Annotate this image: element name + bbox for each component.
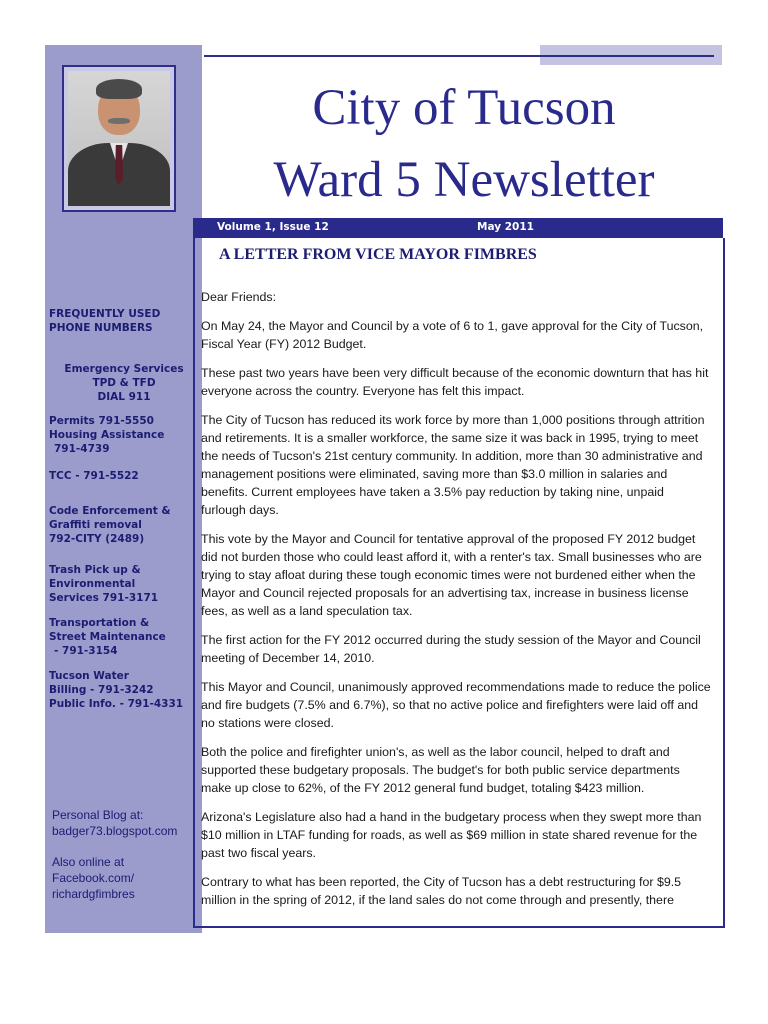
emergency-services: Emergency Services TPD & TFD DIAL 911 — [64, 363, 184, 403]
paragraph: Both the police and firefighter union's, as well as the labor council, helped to draft and supported these budgetary proposals. The budget's for both public service departments make up close to 62%, of the FY 2012 general fund budget, totaling $423 million. — [201, 745, 680, 795]
paragraph: Contrary to what has been reported, the City of Tucson has a debt restructuring for $9.5 million in the spring of 2012, if the land sales do not come through and presently, there — [201, 875, 682, 907]
issue-bar — [193, 218, 723, 238]
paragraph: On May 24, the Mayor and Council by a vote of 6 to 1, gave approval for the City of Tucson, Fiscal Year (FY) 2012 Budget. — [201, 319, 704, 351]
article-headline: A LETTER FROM VICE MAYOR FIMBRES — [219, 246, 537, 263]
blog-link[interactable]: badger73.blogspot.com — [52, 824, 178, 838]
paragraph: The first action for the FY 2012 occurred during the study session of the Mayor and Council meeting of December 14, 2010. — [201, 633, 701, 665]
personal-blog: Personal Blog at: badger73.blogspot.com — [52, 807, 200, 839]
article-body — [201, 288, 711, 920]
newsletter-title-line-1: City of Tucson — [312, 80, 616, 136]
facebook-link[interactable]: Facebook.com/ — [52, 871, 135, 885]
newsletter-title-line-2: Ward 5 Newsletter — [273, 152, 655, 208]
paragraph: Dear Friends: — [201, 290, 277, 304]
permits-housing: Permits 791-5550 Housing Assistance 791-4739 — [49, 415, 165, 455]
code-enforcement: Code Enforcement & Graffiti removal 792-CITY (2489) — [49, 505, 171, 545]
tucson-water: Tucson Water Billing - 791-3242 Public Info. - 791-4331 — [49, 670, 184, 710]
vice-mayor-photo — [62, 65, 176, 212]
tcc-number: TCC - 791-5522 — [49, 470, 139, 482]
paragraph: This Mayor and Council, unanimously approved recommendations made to reduce the police and fire budgets (7.5% and 6.7%), so that no active police and firefighters were laid off and no stations were closed. — [201, 680, 711, 730]
trash-pickup: Trash Pick up & Environmental Services 791-3171 — [49, 564, 159, 604]
paragraph: This vote by the Mayor and Council for tentative approval of the proposed FY 2012 budget did not burden those who could least afford it, with a renter's tax. Small businesses who are trying to stay afloat during these tough economic times were not burdened either when the Mayor and Council rejected proposals for an advertising tax, increase in business license fees, as well as a land speculation tax. — [201, 532, 702, 618]
paragraph: These past two years have been very difficult because of the economic downturn that has hit everyone across the country. Everyone has felt this impact. — [201, 366, 709, 398]
phone-numbers-heading: FREQUENTLY USED PHONE NUMBERS — [49, 308, 161, 334]
paragraph: Arizona's Legislature also had a hand in the budgetary process when they swept more than $10 million in LTAF funding for roads, as well as $69 million in state shared revenue for the past two fiscal years. — [201, 810, 702, 860]
facebook-info: Also online at Facebook.com/ richardgfimbres — [52, 854, 200, 902]
paragraph: The City of Tucson has reduced its work force by more than 1,000 positions through attrition and retirements. It is a smaller workforce, the same size it was back in 1995, trying to meet the needs of Tucson's 21st century community. In addition, more than 30 administrative and management positions were eliminated, saving more than $3.0 million in salaries and benefits. Current employees have taken a 3.5% pay reduction by taking nine, unpaid furlough days. — [201, 413, 705, 517]
issue-date: May 2011 — [477, 221, 534, 233]
volume-issue: Volume 1, Issue 12 — [217, 221, 329, 233]
header-rule — [204, 55, 714, 57]
transportation: Transportation & Street Maintenance - 791-3154 — [49, 617, 166, 657]
sidebar — [45, 45, 202, 933]
